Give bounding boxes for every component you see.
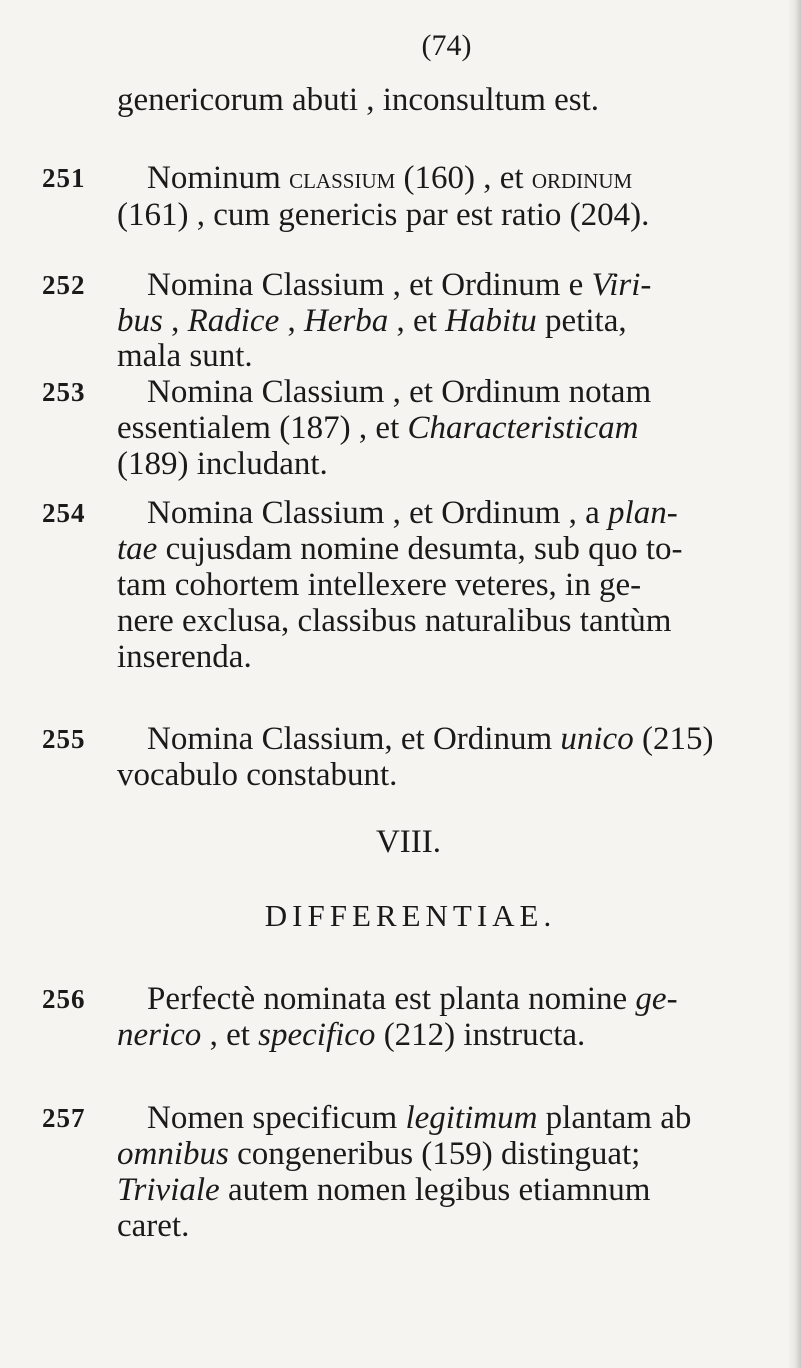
- section-number: 252: [42, 270, 86, 300]
- section-line: [117, 301, 627, 341]
- text-run: autem nomen legibus etiamnum: [219, 1172, 651, 1208]
- intro-line: genericorum abuti , inconsultum est.: [117, 82, 600, 118]
- text-run: Nomen specificum: [147, 1100, 406, 1136]
- text-run: cujusdam nomine desumta, sub quo to-: [157, 531, 683, 567]
- section-line: [147, 372, 651, 412]
- italic-run: Triviale: [117, 1172, 220, 1208]
- italic-run: specifico: [258, 1017, 376, 1053]
- italic-run: Habitu: [445, 303, 537, 339]
- text-run: essentialem (187) , et: [117, 410, 408, 446]
- section-number: 251: [42, 163, 86, 193]
- italic-run: plan-: [608, 495, 678, 531]
- section-line: [117, 529, 683, 569]
- text-run: (212) instructa.: [375, 1017, 586, 1053]
- section-line: [117, 1170, 650, 1210]
- chapter-title: DIFFERENTIAE.: [264, 898, 557, 933]
- section-line: [147, 265, 651, 305]
- text-run: vocabulo constabunt.: [117, 757, 398, 793]
- text-run: nere exclusa, classibus naturalibus tantùm: [117, 603, 672, 639]
- section-line: [117, 1206, 189, 1246]
- italic-run: Characteristicam: [407, 410, 639, 446]
- text-run: ,: [279, 303, 304, 339]
- text-run: (160) , et: [395, 160, 532, 196]
- page-number: (74): [421, 29, 472, 62]
- text-run: (189) includant.: [117, 446, 328, 482]
- section-number: 257: [42, 1103, 86, 1133]
- text-run: (215): [633, 721, 714, 757]
- text-run: tam cohortem intellexere veteres, in ge-: [117, 567, 642, 603]
- text-run: plantam ab: [537, 1100, 692, 1136]
- text-run: inserenda.: [117, 639, 252, 675]
- text-run: congeneribus (159) distinguat;: [228, 1136, 641, 1172]
- italic-run: Radice: [187, 303, 280, 339]
- text-run: Nomina Classium, et Ordinum: [147, 721, 561, 757]
- italic-run: bus: [117, 303, 163, 339]
- section-line: [147, 493, 678, 533]
- text-run: , et: [201, 1017, 259, 1053]
- italic-run: omnibus: [117, 1136, 229, 1172]
- section-line: [117, 408, 638, 448]
- section-line: [147, 719, 713, 759]
- text-run: ,: [162, 303, 188, 339]
- text-run: mala sunt.: [117, 338, 253, 374]
- section-line: [147, 158, 632, 199]
- chapter-numeral: VIII.: [375, 824, 442, 860]
- section-line: [117, 637, 252, 677]
- italic-run: Herba: [303, 303, 389, 339]
- italic-run: Viri-: [591, 267, 652, 303]
- section-number: 254: [42, 498, 86, 528]
- section-number: 255: [42, 724, 86, 754]
- text-run: caret.: [117, 1208, 190, 1244]
- text-run: Nomina Classium , et Ordinum , a: [147, 495, 609, 531]
- italic-run: nerico: [117, 1017, 202, 1053]
- text-run: petita,: [536, 303, 627, 339]
- section-line: [147, 1098, 691, 1138]
- section-number: 253: [42, 377, 86, 407]
- italic-run: legitimum: [405, 1100, 538, 1136]
- section-line: [117, 755, 397, 795]
- section-line: [117, 195, 649, 235]
- text-run: Nominum: [147, 160, 290, 196]
- italic-run: unico: [560, 721, 634, 757]
- small-caps-run: ordinum: [531, 162, 633, 195]
- section-line: [117, 1015, 585, 1055]
- italic-run: ge-: [635, 981, 678, 1017]
- text-run: Perfectè nominata est planta nomine: [147, 981, 636, 1017]
- small-caps-run: classium: [289, 162, 396, 195]
- section-number: 256: [42, 984, 86, 1014]
- section-line: [117, 601, 671, 641]
- page-edge-shadow: [787, 0, 801, 1368]
- text-run: Nomina Classium , et Ordinum notam: [147, 374, 652, 410]
- section-line: [147, 979, 678, 1019]
- italic-run: tae: [117, 531, 158, 567]
- section-line: [117, 565, 641, 605]
- section-line: [117, 444, 328, 484]
- text-run: , et: [388, 303, 446, 339]
- text-run: (161) , cum genericis par est ratio (204).: [117, 197, 650, 233]
- section-line: [117, 1134, 640, 1174]
- text-run: Nomina Classium , et Ordinum e: [147, 267, 592, 303]
- section-line: [117, 336, 253, 376]
